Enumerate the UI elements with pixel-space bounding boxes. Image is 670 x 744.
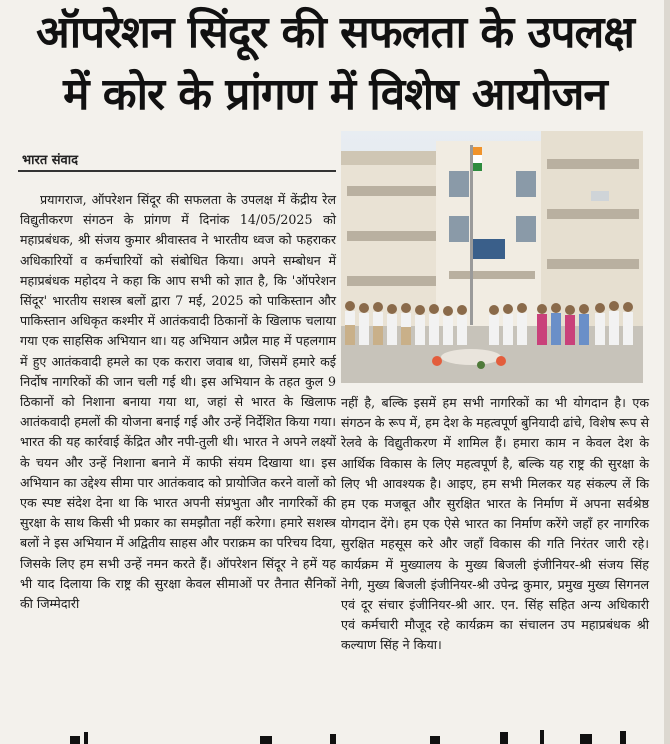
next-article-cutoff (0, 728, 670, 744)
byline: भारत संवाद (22, 153, 79, 168)
article-body-left-column: प्रयागराज, ऑपरेशन सिंदूर की सफलता के उपलक्ष में केंद्रीय रेल विद्युतीकरण संगठन के प्रांगण में दिनांक 14/05/2025 को महाप्रबंधक, श्री संजय कुमार श्रीवास्तव ने भारतीय ध्वज को फहराकर अधिकारियों व कर्मचारियों को संबोधित किया। अपने सम्बोधन में महाप्रबंधक महोदय ने कहा कि आप सभी को ज्ञात है, कि 'ऑपरेशन सिंदूर' भारतीय सशस्त्र बलों द्वारा 7 मई, 2025 को पाकिस्तान और पाकिस्तान अधिकृत कश्मीर में आतंकवादी ठिकानों के खिलाफ चलाया गया एक साहसिक अभियान था। यह अभियान अप्रैल माह में पहलगाम में हुए आतंकवादी हमले का एक करारा जवाब था, जिसमें हमारे कई निर्दोष नागरिकों की जान चली गई थी। इस अभियान के तहत कुल 9 ठिकानों को निशाना बनाया गया था, जहां से भारत के खिलाफ आतंकवादी हमलों की योजना बनाई गई और उन्हें निर्देशित किया गया। भारत की यह कार्रवाई केंद्रित और नपी-तुली थी। भारत ने अपने लक्ष्यों के चयन और उन्हें निशाना बनाने में काफी संयम दिखाया था। इस अभियान का उद्देश्य सीमा पार आतंकवाद को प्रायोजित करने वालों को एक स्पष्ट संदेश देना था कि भारत अपनी संप्रभुता और नागरिकों की सुरक्षा के साथ किसी भी प्रकार का समझौता नहीं करेगा। हमारे सशस्त्र बलों ने इस अभियान में अद्वितीय साहस और पराक्रम का परिचय दिया, जिसके लिए हम सभी उन्हें नमन करते हैं। ऑपरेशन सिंदूर ने हमें यह भी याद दिलाया कि राष्ट्र की सुरक्षा केवल सीमाओं पर तैनात सैनिकों की जिम्मेदारी (20, 192, 336, 612)
headline-line-1: ऑपरेशन सिंदूर की सफलता के उपलक्ष (36, 7, 634, 58)
byline-divider (18, 170, 336, 172)
headline-line-2: में कोर के प्रांगण में विशेष आयोजन (63, 69, 607, 120)
page-edge (664, 0, 670, 744)
event-photo (341, 131, 643, 383)
headline (0, 2, 670, 126)
article-body-right-column: नहीं है, बल्कि इसमें हम सभी नागरिकों का भी योगदान है। एक संगठन के रूप में, हम देश के महत्वपूर्ण बुनियादी ढांचे, विशेष रूप से रेलवे के विद्युतीकरण में शामिल हैं। हमारा काम न केवल देश के आर्थिक विकास के लिए महत्वपूर्ण है, बल्कि यह राष्ट्र की सुरक्षा के लिए भी आवश्यक है। आइए, हम सभी मिलकर यह संकल्प लें कि हम एक मजबूत और सुरक्षित भारत के निर्माण में अपना सर्वश्रेष्ठ योगदान देंगे। हम एक ऐसे भारत का निर्माण करेंगे जहाँ हर नागरिक सुरक्षित महसूस करे और जहाँ विकास की गति निरंतर जारी रहे। कार्यक्रम में मुख्यालय के मुख्य बिजली इंजीनियर-श्री संजय सिंह नेगी, मुख्य बिजली इंजीनियर-श्री उपेन्द्र कुमार, प्रमुख मुख्य सिगनल एवं दूर संचार इंजीनियर-श्री आर. एन. सिंह सहित अन्य अधिकारी एवं कर्मचारी मौजूद रहे कार्यक्रम का संचालन उप महाप्रबंधक श्री कल्याण सिंह ने किया। (341, 395, 649, 653)
